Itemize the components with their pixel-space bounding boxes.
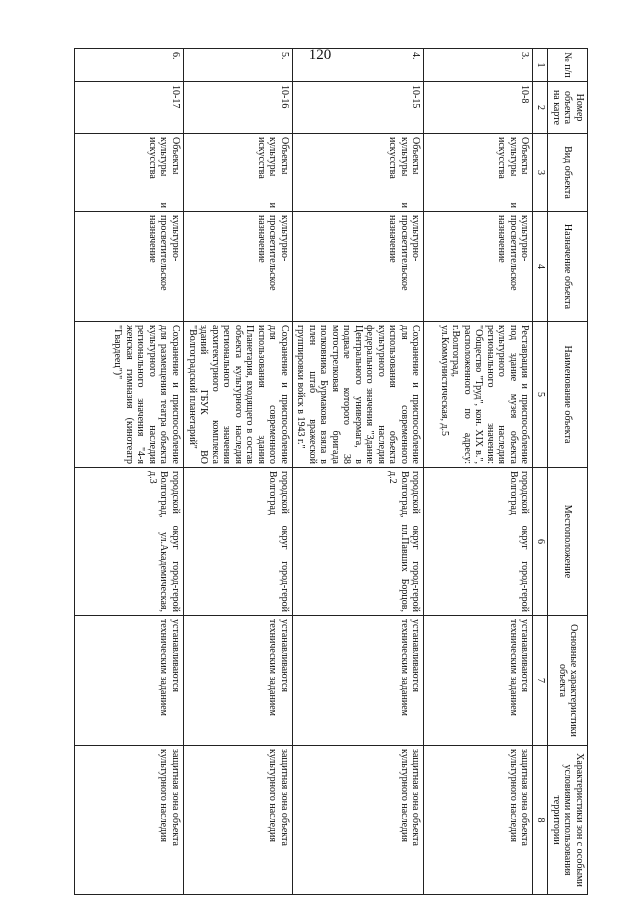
- object-kind: Объекты культуры и искусства: [75, 134, 184, 212]
- object-purpose: культурно-просветительское назначение: [424, 212, 533, 322]
- object-name: Сохранение и приспособление для размещения театра объекта культурного наследия регионального значения "4-я женская гимназия (кинотеатр "Гвардеец")": [75, 322, 184, 468]
- column-number: 2: [533, 82, 548, 134]
- object-zones: защитная зона объекта культурного наследия: [293, 746, 425, 895]
- object-location: городской округ город-герой Волгоград: [184, 468, 293, 616]
- object-kind: Объекты культуры и искусства: [424, 134, 533, 212]
- object-zones: защитная зона объекта культурного наследия: [424, 746, 533, 895]
- header-zones: Характеристики зон с особыми условиями использования территории: [548, 746, 588, 895]
- table-row: [293, 49, 425, 895]
- object-purpose: культурно-просветительское назначение: [293, 212, 425, 322]
- map-number: 10-16: [184, 82, 293, 134]
- object-characteristics: устанавливаются техническим заданием: [75, 616, 184, 746]
- column-number: 3: [533, 134, 548, 212]
- column-number: 8: [533, 746, 548, 895]
- header-num: № п/п: [548, 49, 588, 82]
- object-zones: защитная зона объекта культурного наследия: [184, 746, 293, 895]
- column-number: 1: [533, 49, 548, 82]
- row-number: 4.: [293, 49, 425, 82]
- object-location: городской округ город-герой Волгоград, пл.Павших Борцов, д.2: [293, 468, 425, 616]
- row-number: 6.: [75, 49, 184, 82]
- map-number: 10-17: [75, 82, 184, 134]
- column-number: 4: [533, 212, 548, 322]
- object-characteristics: устанавливаются техническим заданием: [184, 616, 293, 746]
- header-characteristics: Основные характеристики объекта: [548, 616, 588, 746]
- column-number: 6: [533, 468, 548, 616]
- object-location: городской округ город-герой Волгоград, ул.Академическая, д.3: [75, 468, 184, 616]
- object-kind: Объекты культуры и искусства: [184, 134, 293, 212]
- header-purpose: Назначение объекта: [548, 212, 588, 322]
- header-location: Местоположение: [548, 468, 588, 616]
- table-row: [424, 49, 533, 895]
- header-name: Наименование объекта: [548, 322, 588, 468]
- object-name: Сохранение и приспособление для современного использования здания Планетария, входящего в состав объекта культурного наследия регионального значения архитектурного комплекса зданий ГБУК ВО "Волгоградский планетарий": [184, 322, 293, 468]
- header-map-number: Номер объекта на карте: [548, 82, 588, 134]
- row-number: 5.: [184, 49, 293, 82]
- table-row: [75, 49, 184, 895]
- object-characteristics: устанавливаются техническим заданием: [293, 616, 425, 746]
- header-row: [548, 49, 588, 895]
- object-name: Сохранение и приспособление для современного использования объекта культурного наследия федерального значения "Здание Центрального универмага, в подвале которого 38 мотострелковая бригада полковника Бурмакова взяла в плен штаб вражеской группировки войск в 1943 г.": [293, 322, 425, 468]
- object-purpose: культурно-просветительское назначение: [184, 212, 293, 322]
- column-number: 7: [533, 616, 548, 746]
- column-number-row: [533, 49, 548, 895]
- row-number: 3.: [424, 49, 533, 82]
- object-characteristics: устанавливаются техническим заданием: [424, 616, 533, 746]
- map-number: 10-15: [293, 82, 425, 134]
- object-location: городской округ город-герой Волгоград: [424, 468, 533, 616]
- object-name: Реставрация и приспособление под здание музея объекта культурного наследия регионального значения: "Общество "Труд", кон. XIX в.", расположенного по адресу: г.Волгоград, ул.Коммунистическая, д.5: [424, 322, 533, 468]
- rotated-table-sheet: [100, 48, 588, 894]
- objects-table: [74, 48, 588, 895]
- object-zones: защитная зона объекта культурного наследия: [75, 746, 184, 895]
- page-number: 120: [308, 47, 332, 63]
- header-kind: Вид объекта: [548, 134, 588, 212]
- table-row: [184, 49, 293, 895]
- column-number: 5: [533, 322, 548, 468]
- object-purpose: культурно-просветительское назначение: [75, 212, 184, 322]
- object-kind: Объекты культуры и искусства: [293, 134, 425, 212]
- map-number: 10-8: [424, 82, 533, 134]
